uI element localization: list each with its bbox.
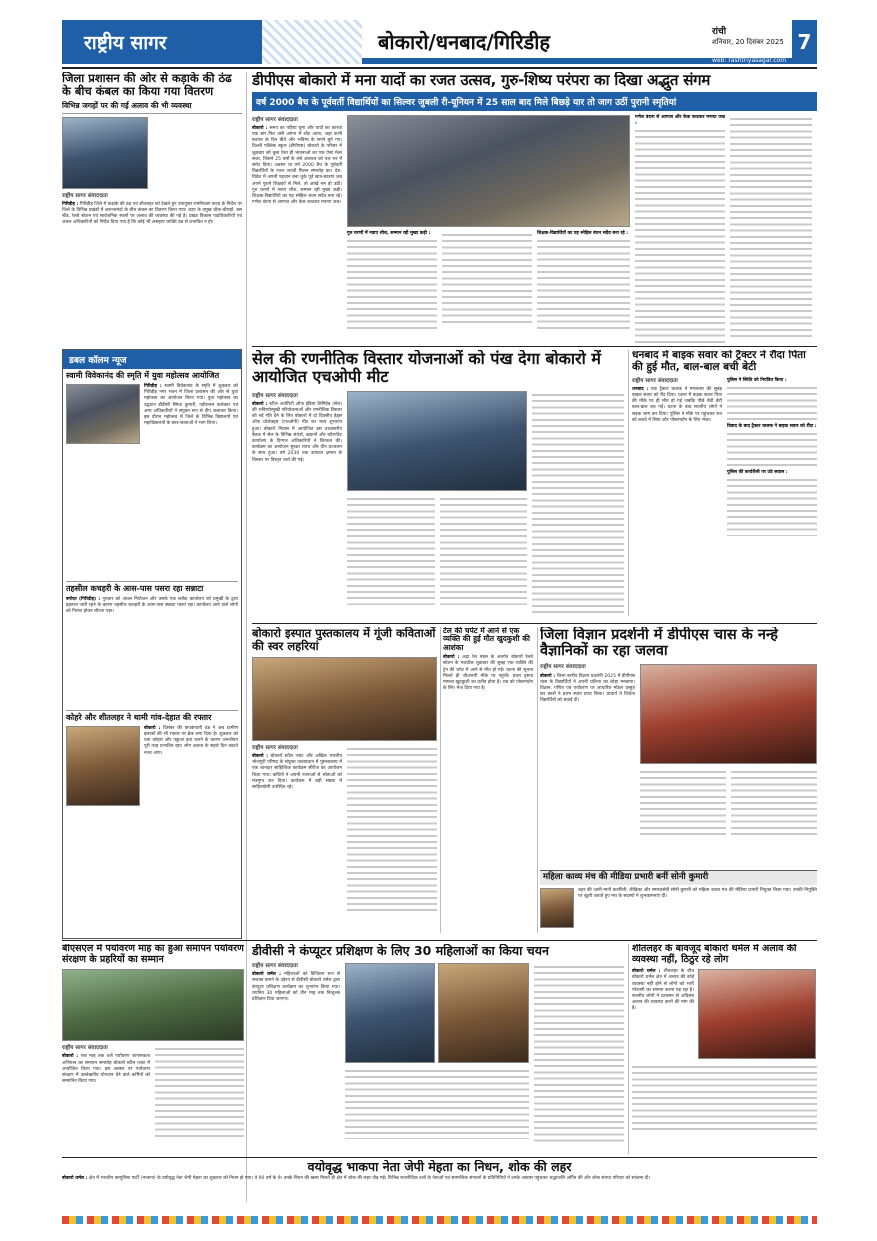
fog-bonfire-photo: [66, 726, 140, 806]
hop-meet-byline: राष्ट्रीय सागर संवाददाता: [252, 392, 298, 399]
accident-headline: धनबाद में बाइक सवार को ट्रैक्टर ने रौंदा पिता की हुई मौत, बाल-बाल बची बेटी: [632, 350, 806, 373]
story3-headline: कोहरे और शीतलहर ने थामी गांव-देहात की रफ्तार: [66, 710, 238, 723]
blanket-distribution-photo: [62, 117, 148, 189]
dvc-headline: डीवीसी ने कंप्यूटर प्रशिक्षण के लिए 30 महिलाओं का किया चयन: [252, 944, 549, 958]
dvc-body-col3: [534, 963, 624, 1143]
science-text: जिला स्तरीय विज्ञान प्रदर्शनी 2025 में डीपीएस चास के विद्यार्थियों ने अपनी प्रतिभा का लोहा मनवाया। विज्ञान, गणित एवं पर्यावरण पर आधारित मॉडल प्रस्तुत कर छात्रों ने प्रथम स्थान प्राप्त किया। प्राचार्य ने विजेता विद्यार्थियों को बधाई दी।: [540, 673, 635, 704]
story3-text: दिसंबर की कंपकंपाती ठंड ने अब ग्रामीण इलाकों की भी रफ्तार पर ब्रेक लगा दिया है। शुक्रवार को घना कोहरा और पछुआ हवा चलने के कारण जनजीवन पूरी तरह प्रभावित रहा। लोग अलाव के सहारे दिन काटते नजर आए।: [144, 725, 238, 756]
science-students-photo: [640, 664, 817, 764]
lead-text: समय का पहिया घूमा और यादों का कारवां एक बार फिर उसी आंगन में लौट आया, जहां कभी बचपन के दिन बीते और भविष्य के सपने बुने गए। दिल्ली पब्लिक स्कूल (डीपीएस) बोकारो के परिसर में शुक्रवार को कुछ ऐसा ही भावनाओं का एक ऐसा मेला सजा, जिसने 25 वर्षों के लंबे अंतराल को पल भर में समेट दिया। अवसर था वर्ष 2000 बैच के पूर्ववर्ती विद्यार्थियों के रजत जयंती मिलन समारोह का। देश-विदेश में अपनी पहचान बना चुके पूर्व छात्र-छात्राएं जब अपने पुराने शिक्षकों से मिले, तो आंखें नम हो उठीं। गुरु चरणों में नवाए शीश, सम्मान रही मुख्य कड़ी। शिक्षक-विद्यार्थियों का यह स्नेहिल बंधन सदैव बना रहे। गणेश वंदना से आगाज और केक काटकर मनाया जश्न।: [252, 125, 342, 206]
row-rule-2: [252, 623, 817, 624]
dvc-training-photo-left: [345, 963, 435, 1063]
column-separator: [246, 72, 247, 1202]
poetry-col2-text-lines: [347, 745, 437, 915]
bsl-felicitation-photo: [62, 969, 244, 1041]
science-col3-text-lines: [731, 768, 817, 838]
lead-col2-text-lines: [347, 237, 437, 331]
dvc-winter-separator: [628, 944, 629, 1154]
story2-place: बगोदर (गिरिडीह) :: [66, 596, 101, 602]
footer-color-strip: [62, 1216, 817, 1224]
accident-place: धनबाद :: [632, 386, 649, 392]
bsl-headline: बीएसएल में पर्यावरण माह का हुआ समापन पर्यावरण संरक्षण के प्रहरियों का सम्मान: [62, 944, 244, 965]
hop-meet-body-col1: [252, 402, 342, 607]
lead-body-col3: [442, 231, 532, 325]
train-text: अद्रा रेल मंडल के अंतर्गत बोकारो रेलवे स्टेशन के नजदीक शुक्रवार की सुबह एक व्यक्ति की ट्रेन की चपेट में आने से मौत हो गई। घटना की सूचना मिलते ही जीआरपी मौके पर पहुंची। प्रथम दृष्टया मामला खुदकुशी का प्रतीत होता है। शव को पोस्टमार्टम के लिए भेज दिया गया है।: [443, 655, 533, 692]
lead-story: [252, 72, 817, 344]
winter-text: शीतलहर के बीच बोकारो थर्मल क्षेत्र में अलाव की कोई व्यवस्था नहीं होने से लोगों को भारी परेशानी का सामना करना पड़ रहा है। स्थानीय लोगों ने प्रशासन से अविलंब अलाव की व्यवस्था करने की मांग की है।: [632, 969, 694, 1012]
lead-body-col2: [347, 231, 437, 325]
obituary-story: [62, 1160, 817, 1212]
lead-quote3: गणेश वंदना से आगाज और केक काटकर मनाया जश्न :: [635, 114, 725, 126]
lead-quote2: शिक्षक-विद्यार्थियों का यह स्नेहिल बंधन सदैव बना रहे :: [537, 230, 629, 236]
left-top-headline: जिला प्रशासन की ओर से कड़ाके की ठंढ के बीच कंबल का किया गया वितरण: [62, 72, 232, 98]
obituary-place: बोकारो थर्मल :: [62, 1176, 88, 1181]
dvc-body-col1: [252, 963, 340, 1143]
poetry-byline: राष्ट्रीय सागर संवाददाता: [252, 744, 298, 751]
left-top-subhead: विभिन्न जगहों पर की गई अलाव की भी व्यवस्था: [62, 101, 242, 114]
accident-text: एक ट्रैक्टर चालक ने मंगलवार की सुबह बाइक सवार को रौंद दिया। घटना में बाइक सवार पिता की मौके पर ही मौत हो गई जबकि पीछे बैठी बेटी बाल-बाल बच गई। घटना के बाद स्थानीय लोगों ने सड़क जाम कर दिया। पुलिस ने मौके पर पहुंचकर शव को कब्जे में लिया और पोस्टमार्टम के लिए भेजा।: [632, 386, 722, 423]
masthead-logo-text: राष्ट्रीय सागर: [84, 32, 167, 54]
masthead-date: शनिवार, 20 दिसंबर 2025: [712, 38, 784, 46]
winter-col2-text-lines: [632, 1063, 817, 1133]
bsl-body-col2: [155, 1045, 244, 1140]
winter-body-col2: [632, 1063, 817, 1133]
science-col2-text-lines: [640, 768, 726, 838]
dvc-body-col2: [345, 1067, 529, 1139]
dvc-text: महिलाओं को डिजिटल रूप से सशक्त बनाने के उद्देश्य से डीवीसी बोकारो थर्मल द्वारा कंप्यूटर प्रशिक्षण कार्यक्रम का शुभारंभ किया गया। चयनित 30 महिलाओं को तीन माह तक निःशुल्क प्रशिक्षण दिया जाएगा।: [252, 972, 340, 1003]
accident-col2-lines-a: [727, 384, 817, 424]
winter-place: बोकारो थर्मल :: [632, 969, 661, 975]
lead-headline: डीपीएस बोकारो में मना यादों का रजत उत्सव, गुरु-शिष्य परंपरा का दिखा अद्भुत संगम: [252, 72, 711, 89]
lead-col6-text-lines: [730, 115, 812, 337]
science-story: [540, 627, 817, 867]
double-column-label: डबल कॉलम न्यूज: [63, 350, 241, 369]
story1-headline: स्वामी विवेकानंद की स्मृति में युवा महोत्सव आयोजित: [66, 371, 220, 380]
lead-col5-text-lines: [635, 127, 725, 344]
lead-subhead: वर्ष 2000 बैच के पूर्ववर्ती विद्यार्थियों का सिल्वर जुबली री-यूनियन में 25 साल बाद मिले बिछड़े यार तो जाग उठीं पुरानी स्मृतियां: [252, 92, 817, 111]
bsl-place: बोकारो :: [62, 1054, 79, 1060]
dvc-col2-text-lines: [345, 1067, 529, 1139]
accident-sub3: पुलिस की कार्यशैली पर उठे सवाल :: [727, 469, 788, 475]
website-url: web: rashtriyasagar.com: [712, 57, 787, 64]
poetry-text: बोकारो स्टील प्लांट और अखिल भारतीय भोजपुरी परिषद के संयुक्त तत्वावधान में पुस्तकालय में एक शानदार साहित्यिक कार्यक्रम सीरीज का आयोजन किया गया। कवियों ने अपनी रचनाओं से श्रोताओं को मंत्रमुग्ध कर दिया। कार्यक्रम में बड़ी संख्या में साहित्यप्रेमी उपस्थित रहे।: [252, 753, 342, 790]
obituary-body: [62, 1176, 817, 1208]
alumni-group-photo: [347, 115, 630, 227]
bsl-body-col1: [62, 1045, 150, 1140]
science-body-col2: [640, 768, 726, 838]
story1-place: गिरिडीह :: [144, 383, 162, 389]
left-top-text: गिरिडीह जिले में कड़ाके की ठंड एवं शीतलहर को देखते हुए उपायुक्त रामनिवास यादव के निर्देश पर जिले के विभिन्न प्रखंडों में जरूरतमंदों के बीच कंबल का वितरण किया गया। शहर के प्रमुख चौक-चौराहों, बस स्टैंड, रेलवे स्टेशन एवं सार्वजनिक स्थलों पर अलाव की व्यवस्था की गई है। प्रखंड विकास पदाधिकारियों एवं अंचल अधिकारियों को निर्देश दिया गया है कि कोई भी असहाय व्यक्ति ठंड से प्रभावित न हो।: [62, 201, 242, 226]
page-number: 7: [792, 20, 817, 64]
science-body-col3: [731, 768, 817, 838]
accident-col2-lines-b: [727, 430, 817, 470]
story2-body: [66, 597, 238, 707]
bsl-environment-story: [62, 944, 244, 1154]
poetry-event-photo: [252, 657, 437, 741]
hop-col3-text-lines: [440, 495, 527, 605]
story1-text: स्वामी विवेकानंद के स्मृति में शुक्रवार को गिरिडीह नगर भवन में जिला प्रशासन की ओर से युवा महोत्सव का आयोजन किया गया। युवा महोत्सव का उद्घाटन डीडीसी स्मिता कुमारी, एडीशनल कलेक्टर एवं अन्य अधिकारियों ने संयुक्त रूप से दीप जलाकर किया। इस दौरान महोत्सव में जिले के विभिन्न विद्यालयों एवं महाविद्यालयों के छात्र-छात्राओं ने भाग लिया।: [144, 383, 238, 427]
accident-col2-lines-c: [727, 476, 817, 536]
hop-meet-headline: सेल की रणनीतिक विस्तार योजनाओं को पंख देगा बोकारो में आयोजित एचओपी मीट: [252, 350, 601, 386]
hop-col2-text-lines: [347, 495, 435, 605]
poetry-train-separator: [440, 627, 441, 933]
edition-title: बोकारो/धनबाद/गिरिडीह: [378, 30, 551, 54]
dvc-training-story: [252, 944, 624, 1154]
left-top-place: गिरिडीह :: [62, 201, 79, 207]
science-byline: राष्ट्रीय सागर संवाददाता: [540, 664, 586, 671]
story3-place: बोकारो :: [144, 725, 161, 731]
hop-meet-body-col2: [347, 495, 435, 605]
dvc-training-photo-right: [438, 963, 529, 1063]
lead-body-col4: [537, 231, 630, 325]
bsl-col2-text-lines: [155, 1045, 244, 1140]
lead-body-col1: [252, 126, 342, 331]
accident-byline: राष्ट्रीय सागर संवाददाता: [632, 377, 678, 384]
hop-meet-body-col4: [532, 391, 624, 613]
bonfire-photo: [698, 969, 816, 1059]
accident-story: [632, 350, 817, 620]
poetry-headline: बोकारो इस्पात पुस्तकालय में गूंजी कविताओं की स्वर लहरियां: [252, 627, 436, 653]
hop-col4-text-lines: [532, 391, 624, 613]
train-science-separator: [537, 627, 538, 933]
train-headline: टेल की चपेट में आने से एक व्यक्ति की हुई मौत खुदकुशी की आशंका: [443, 627, 530, 652]
bsl-byline: राष्ट्रीय सागर संवाददाता: [62, 1045, 108, 1052]
lead-quote1: गुरु चरणों में नवाए शीश, सम्मान रही मुख्य कड़ी :: [347, 230, 431, 236]
lead-place: बोकारो :: [252, 125, 268, 131]
winter-bonfire-story: [632, 944, 817, 1154]
masthead-dots-pattern: [262, 20, 362, 64]
winter-headline: शीतलहर के बावजूद बोकारो थर्मल में अलाव की व्यवस्था नहीं, ठिठुर रहे लोग: [632, 944, 797, 965]
lead-byline: राष्ट्रीय सागर संवाददाता: [252, 116, 298, 123]
story2-text: गुरुवार को अंचल नियोजन और उसके एक ब्लॉक कार्यालय को प्रमुखी के द्वारा हड़ताल जारी रहने के कारण तहसील कचहरी के आस-पास सन्नाटा पसरा रहा। कार्यालय आने वाले लोगों को निराश होकर लौटना पड़ा।: [66, 596, 238, 615]
double-column-news: [62, 349, 242, 939]
left-top-body: [62, 202, 242, 344]
hop-meet-text: स्टील अथॉरिटी ऑफ इंडिया लिमिटेड (सेल) की भविष्योन्मुखी परियोजनाओं और रणनीतिक विस्तार को नई गति देने के लिए बोकारो में दो दिवसीय हेड्स ऑफ प्रोजेक्ट्स (एचओपी) मीट का भव्य शुभारंभ हुआ। बोकारो निवास में आयोजित इस उच्चस्तरीय बैठक में सेल के विभिन्न संयंत्रों, खदानों और कॉरपोरेट कार्यालय के दिग्गज अधिकारियों ने शिरकत की। कार्यक्रम का आयोजन सुरक्षा शपथ और दीप प्रज्वलन के साथ हुआ। वर्ष 2030 तक उत्पादन क्षमता के विस्तार पर विस्तृत चर्चा की गई।: [252, 401, 342, 463]
left-top-byline: राष्ट्रीय सागर संवाददाता: [62, 192, 108, 199]
masthead: [62, 20, 817, 64]
row-rule-3: [62, 940, 817, 941]
hop-meet-story: [252, 350, 624, 620]
row-rule-4: [62, 1157, 817, 1158]
poetry-body-col2: [347, 745, 437, 915]
accident-sub1: पुलिस ने स्थिति को नियंत्रित किया :: [727, 377, 787, 383]
obituary-headline: वयोवृद्ध भाकपा नेता जेपी मेहता का निधन, शोक की लहर: [307, 1160, 572, 1174]
winter-body-col1: [632, 969, 694, 1059]
poetry-place: बोकारो :: [252, 753, 269, 759]
science-body-col1: [540, 664, 635, 839]
soni-kumari-portrait: [540, 888, 574, 928]
bsl-text: एक माह तक चले पर्यावरण जागरूकता अभियान का समापन समारोह बोकारो स्टील प्लांट में आयोजित किया गया। इस अवसर पर पर्यावरण संरक्षण में उल्लेखनीय योगदान देने वाले कर्मियों को सम्मानित किया गया।: [62, 1054, 150, 1085]
poetry-body-col1: [252, 745, 342, 915]
hop-meet-place: बोकारो :: [252, 401, 268, 407]
accident-body-col2: [727, 378, 817, 603]
left-top-story: [62, 72, 242, 344]
train-story: [443, 627, 533, 937]
accident-body-col1: [632, 378, 722, 603]
media-body: शहर की जानी-मानी कवयित्री, लेखिका और समाजसेवी सोनी कुमारी को महिला काव्य मंच की मीडिया प्रभारी नियुक्त किया गया। उनकी नियुक्ति पर खुशी जताते हुए मंच के सदस्यों ने शुभकामनाएं दीं।: [578, 887, 817, 899]
media-incharge-story: [540, 870, 817, 937]
lead-body-col6: [730, 115, 812, 337]
accident-sub2: विवाद के बाद ट्रैक्टर चालक ने बाइक सवार को रौंदा :: [727, 423, 817, 429]
dvc-byline: राष्ट्रीय सागर संवाददाता: [252, 963, 298, 969]
hop-meet-photo: [347, 391, 527, 491]
masthead-rule: [62, 67, 817, 69]
lead-col4-text-lines: [537, 237, 630, 331]
science-headline: जिला विज्ञान प्रदर्शनी में डीपीएस चास के नन्हे वैज्ञानिकों का रहा जलवा: [540, 627, 778, 660]
obituary-text: क्षेत्र में भारतीय कम्युनिस्ट पार्टी (भाकपा) के वयोवृद्ध नेता जेपी मेहता का शुक्रवार को निधन हो गया। वे 90 वर्ष के थे। उनके निधन की खबर मिलते ही क्षेत्र में शोक की लहर दौड़ गई। विभिन्न राजनीतिक दलों के नेताओं एवं सामाजिक संगठनों के प्रतिनिधियों ने उनके आवास पहुंचकर श्रद्धांजलि अर्पित की और शोक संतप्त परिवार को सांत्वना दी।: [88, 1176, 651, 1181]
story2-headline: तहसील कचहरी के आस-पास पसरा रहा सन्नाटा: [66, 581, 238, 594]
hop-meet-body-col3: [440, 495, 527, 605]
masthead-city: रांची: [712, 27, 727, 37]
youth-festival-photo: [66, 384, 140, 444]
train-place: बोकारो :: [443, 655, 460, 661]
dvc-place: बोकारो थर्मल :: [252, 972, 281, 978]
science-place: बोकारो :: [540, 673, 556, 679]
lead-col3-text-lines: [442, 231, 532, 325]
row-rule-1: [252, 346, 817, 347]
poetry-story: [252, 627, 437, 937]
lead-body-col5: [635, 115, 725, 337]
column-separator-right: [628, 350, 629, 616]
dvc-col3-text-lines: [534, 963, 624, 1143]
media-headline: महिला काव्य मंच की मीडिया प्रभारी बनीं सोनी कुमारी: [540, 871, 817, 885]
train-body: [443, 655, 533, 915]
